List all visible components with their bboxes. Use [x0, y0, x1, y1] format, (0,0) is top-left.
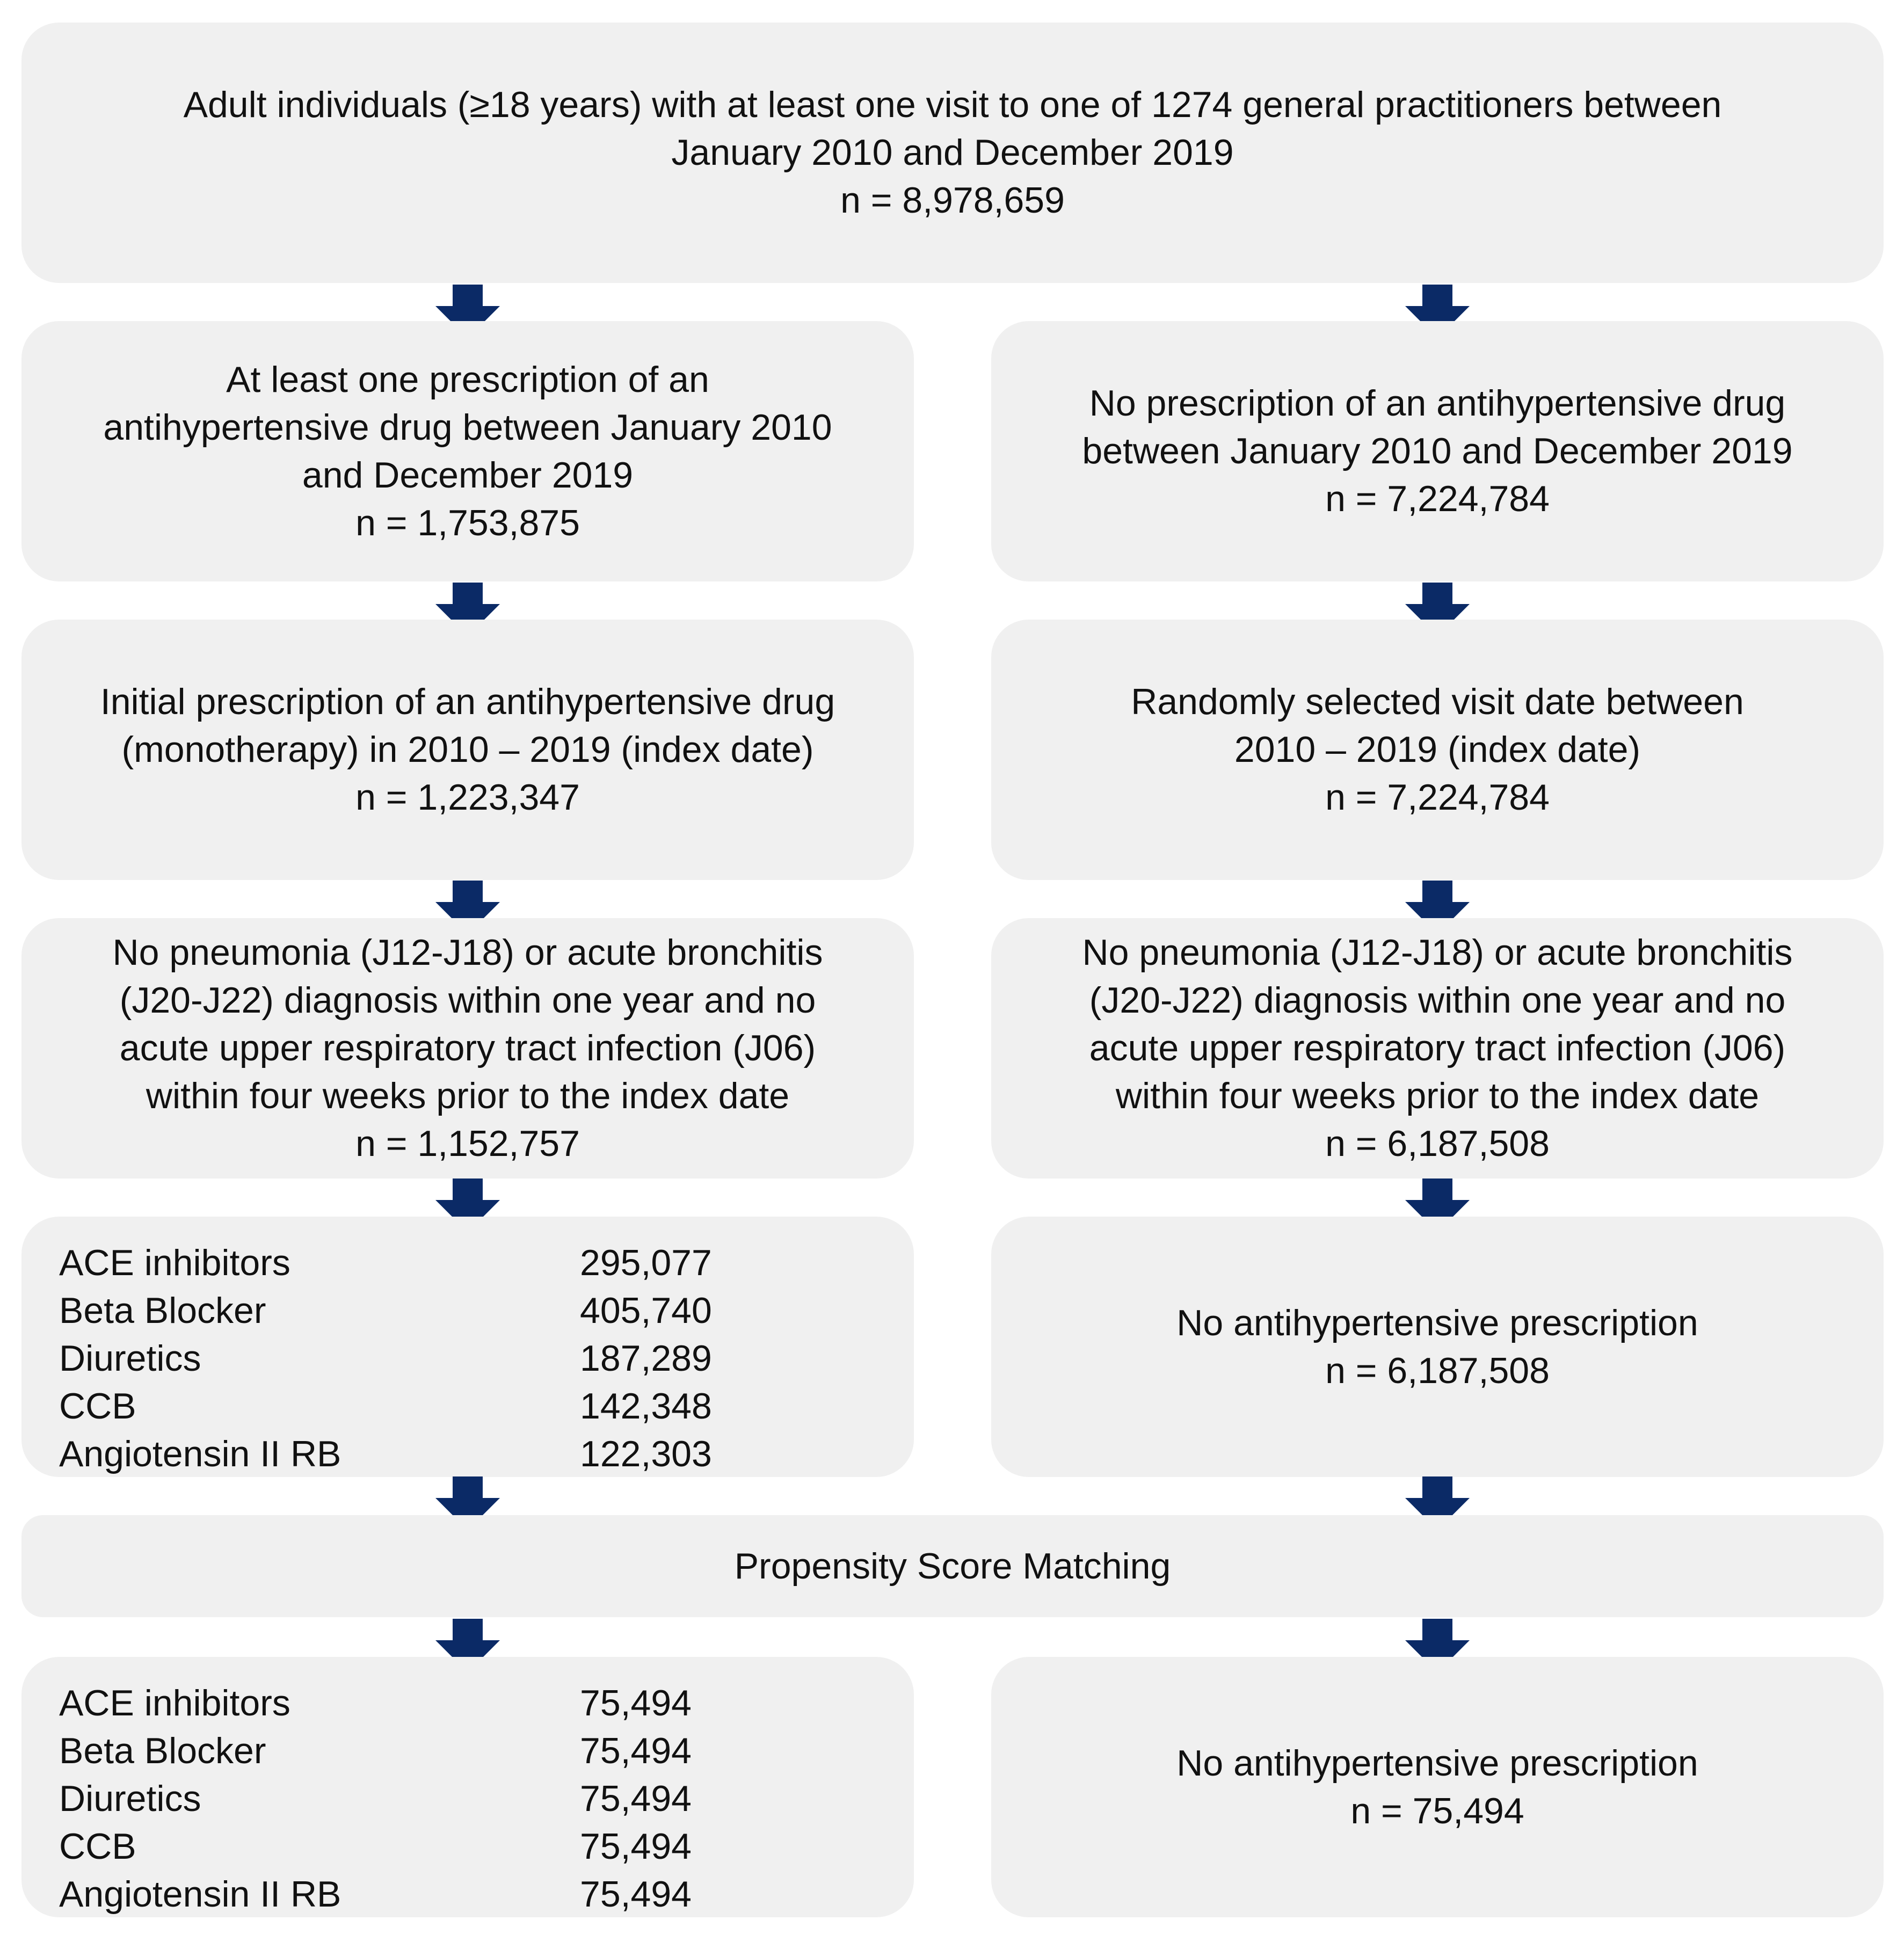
population-line-1: Adult individuals (≥18 years) with at least one visit to one of 1274 general practitioners between [183, 84, 1722, 125]
drug-name: Angiotensin II RB [59, 1434, 341, 1474]
drug-name: Diuretics [59, 1778, 201, 1819]
box-count: n = 1,753,875 [355, 502, 580, 543]
drug-name: Angiotensin II RB [59, 1874, 341, 1915]
drug-row [21, 1823, 914, 1871]
box-line: (monotherapy) in 2010 – 2019 (index date) [121, 729, 814, 770]
box-count: n = 1,152,757 [355, 1123, 580, 1164]
drug-name: Beta Blocker [59, 1730, 266, 1771]
population-line-2: January 2010 and December 2019 [671, 132, 1234, 173]
drug-name: Diuretics [59, 1338, 201, 1379]
non-users-box [991, 321, 1884, 581]
drug-count: 295,077 [580, 1242, 712, 1283]
box-line: between January 2010 and December 2019 [1082, 431, 1793, 471]
box-line: At least one prescription of an [226, 359, 709, 400]
initial-prescription-box [21, 620, 914, 880]
drug-count: 75,494 [580, 1874, 692, 1915]
box-line: No prescription of an antihypertensive drug [1089, 383, 1786, 424]
box-line: antihypertensive drug between January 2010 [103, 406, 832, 448]
box-count: n = 1,223,347 [355, 777, 580, 818]
box-line: No pneumonia (J12-J18) or acute bronchitis [1082, 932, 1793, 973]
drug-row [21, 1383, 914, 1430]
box-line: (J20-J22) diagnosis within one year and no [1089, 980, 1786, 1021]
drug-row [21, 1335, 914, 1383]
drug-name: Beta Blocker [59, 1290, 266, 1331]
box-count: n = 7,224,784 [1325, 777, 1550, 818]
box-line: within four weeks prior to the index date [1115, 1075, 1760, 1116]
no-prescription-box [991, 1217, 1884, 1477]
drug-name: CCB [59, 1826, 136, 1867]
box-line: acute upper respiratory tract infection (J06) [119, 1028, 816, 1068]
box-count: n = 6,187,508 [1325, 1123, 1550, 1164]
drug-class-counts-box [21, 1217, 914, 1477]
matched-no-prescription-box [991, 1657, 1884, 1917]
drug-name: CCB [59, 1386, 136, 1427]
random-visit-box [991, 620, 1884, 880]
drug-count: 75,494 [580, 1826, 692, 1867]
box-line: within four weeks prior to the index date [146, 1075, 790, 1116]
propensity-score-matching-box [21, 1515, 1884, 1617]
box-line: (J20-J22) diagnosis within one year and no [119, 980, 816, 1021]
drug-count: 75,494 [580, 1730, 692, 1771]
population-count: n = 8,978,659 [840, 180, 1065, 221]
drug-count: 75,494 [580, 1778, 692, 1819]
box-line: acute upper respiratory tract infection (J06) [1089, 1028, 1786, 1068]
box-count: n = 6,187,508 [1325, 1350, 1550, 1391]
box-count: n = 75,494 [1350, 1790, 1524, 1831]
box-line: Initial prescription of an antihypertensive drug [100, 681, 835, 722]
drug-count: 75,494 [580, 1683, 692, 1723]
box-line: No antihypertensive prescription [1176, 1742, 1698, 1784]
box-line: 2010 – 2019 (index date) [1234, 729, 1641, 770]
exclusion-criteria-box [991, 918, 1884, 1179]
drug-row [21, 1775, 914, 1823]
drug-name: ACE inhibitors [59, 1683, 290, 1723]
exclusion-criteria-box [21, 918, 914, 1179]
drug-row [21, 1871, 914, 1918]
drug-count: 122,303 [580, 1434, 712, 1474]
drug-count: 142,348 [580, 1386, 712, 1427]
drug-count: 187,289 [580, 1338, 712, 1379]
box-line: No antihypertensive prescription [1176, 1302, 1698, 1343]
box-line: Randomly selected visit date between [1131, 681, 1744, 722]
drug-row [21, 1287, 914, 1335]
box-line: and December 2019 [302, 454, 634, 496]
drug-name: ACE inhibitors [59, 1242, 290, 1283]
drug-row [21, 1727, 914, 1775]
drug-row [21, 1239, 914, 1287]
drug-count: 405,740 [580, 1290, 712, 1331]
matched-drug-counts-box [21, 1657, 914, 1917]
box-line: No pneumonia (J12-J18) or acute bronchitis [112, 932, 823, 973]
drug-row [21, 1679, 914, 1727]
population-box [21, 23, 1884, 283]
box-count: n = 7,224,784 [1325, 478, 1550, 519]
drug-row [21, 1430, 914, 1478]
matching-label: Propensity Score Matching [734, 1545, 1171, 1587]
antihypertensive-users-box [21, 321, 914, 581]
